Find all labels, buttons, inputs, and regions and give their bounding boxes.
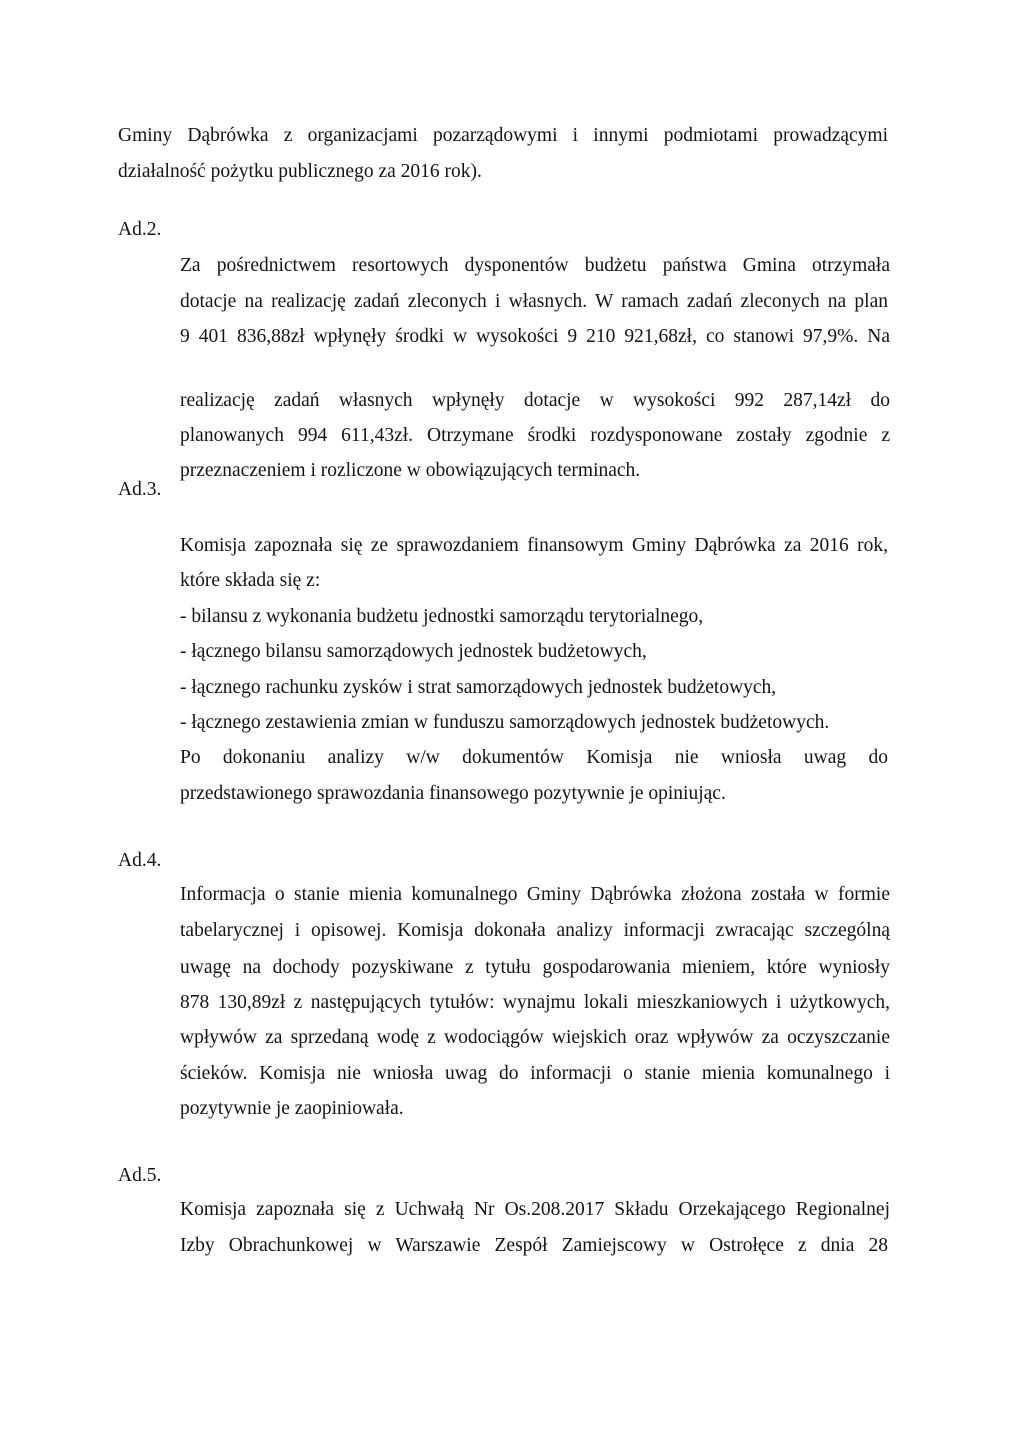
section-ad3-line: Komisja zapoznała się ze sprawozdaniem finansowym Gminy Dąbrówka za 2016 rok,	[180, 535, 888, 556]
intro-line: Gminy Dąbrówka z organizacjami pozarządowymi i innymi podmiotami prowadzącymi	[118, 125, 888, 146]
intro-line: działalność pożytku publicznego za 2016 rok).	[118, 161, 482, 182]
section-ad4-line: 878 130,89zł z następujących tytułów: wynajmu lokali mieszkaniowych i użytkowych,	[180, 992, 890, 1013]
section-ad4-line: wpływów za sprzedaną wodę z wodociągów wiejskich oraz wpływów za oczyszczanie	[180, 1027, 890, 1048]
section-ad3-line: - łącznego bilansu samorządowych jednostek budżetowych,	[180, 641, 647, 662]
section-ad3-line: Po dokonaniu analizy w/w dokumentów Komisja nie wniosła uwag do	[180, 747, 888, 768]
section-ad2-line: dotacje na realizację zadań zleconych i własnych. W ramach zadań zleconych na plan	[180, 291, 888, 312]
section-ad4-line: Informacja o stanie mienia komunalnego Gminy Dąbrówka złożona została w formie	[180, 884, 890, 905]
section-ad2-line: realizację zadań własnych wpłynęły dotacje w wysokości 992 287,14zł do	[180, 390, 890, 411]
section-label-ad5: Ad.5.	[118, 1165, 162, 1186]
section-ad3-line: przedstawionego sprawozdania finansowego pozytywnie je opiniując.	[180, 783, 726, 804]
section-ad2-line: Za pośrednictwem resortowych dysponentów budżetu państwa Gmina otrzymała	[180, 255, 890, 276]
section-ad4-line: tabelarycznej i opisowej. Komisja dokonała analizy informacji zwracając szczególną	[180, 920, 890, 941]
section-ad3-line: - łącznego zestawienia zmian w funduszu samorządowych jednostek budżetowych.	[180, 712, 830, 733]
section-ad5-line: Komisja zapoznała się z Uchwałą Nr Os.208.2017 Składu Orzekającego Regionalnej	[180, 1199, 890, 1220]
section-ad2-line: 9 401 836,88zł wpłynęły środki w wysokości 9 210 921,68zł, co stanowi 97,9%. Na	[180, 326, 890, 347]
section-ad2-line: planowanych 994 611,43zł. Otrzymane środki rozdysponowane zostały zgodnie z	[180, 425, 890, 446]
section-ad4-line: ścieków. Komisja nie wniosła uwag do informacji o stanie mienia komunalnego i	[180, 1063, 890, 1084]
section-ad3-line: które składa się z:	[180, 570, 321, 591]
section-ad2-line: przeznaczeniem i rozliczone w obowiązujących terminach.	[180, 460, 641, 481]
section-label-ad3: Ad.3.	[118, 479, 162, 500]
section-ad4-line: pozytywnie je zaopiniowała.	[180, 1098, 404, 1119]
section-ad5-line: Izby Obrachunkowej w Warszawie Zespół Zamiejscowy w Ostrołęce z dnia 28	[180, 1235, 888, 1256]
section-ad4-line: uwagę na dochody pozyskiwane z tytułu gospodarowania mieniem, które wyniosły	[180, 957, 890, 978]
section-ad3-line: - łącznego rachunku zysków i strat samorządowych jednostek budżetowych,	[180, 677, 777, 698]
section-label-ad2: Ad.2.	[118, 219, 162, 240]
section-ad3-line: - bilansu z wykonania budżetu jednostki samorządu terytorialnego,	[180, 606, 704, 627]
section-label-ad4: Ad.4.	[118, 850, 162, 871]
